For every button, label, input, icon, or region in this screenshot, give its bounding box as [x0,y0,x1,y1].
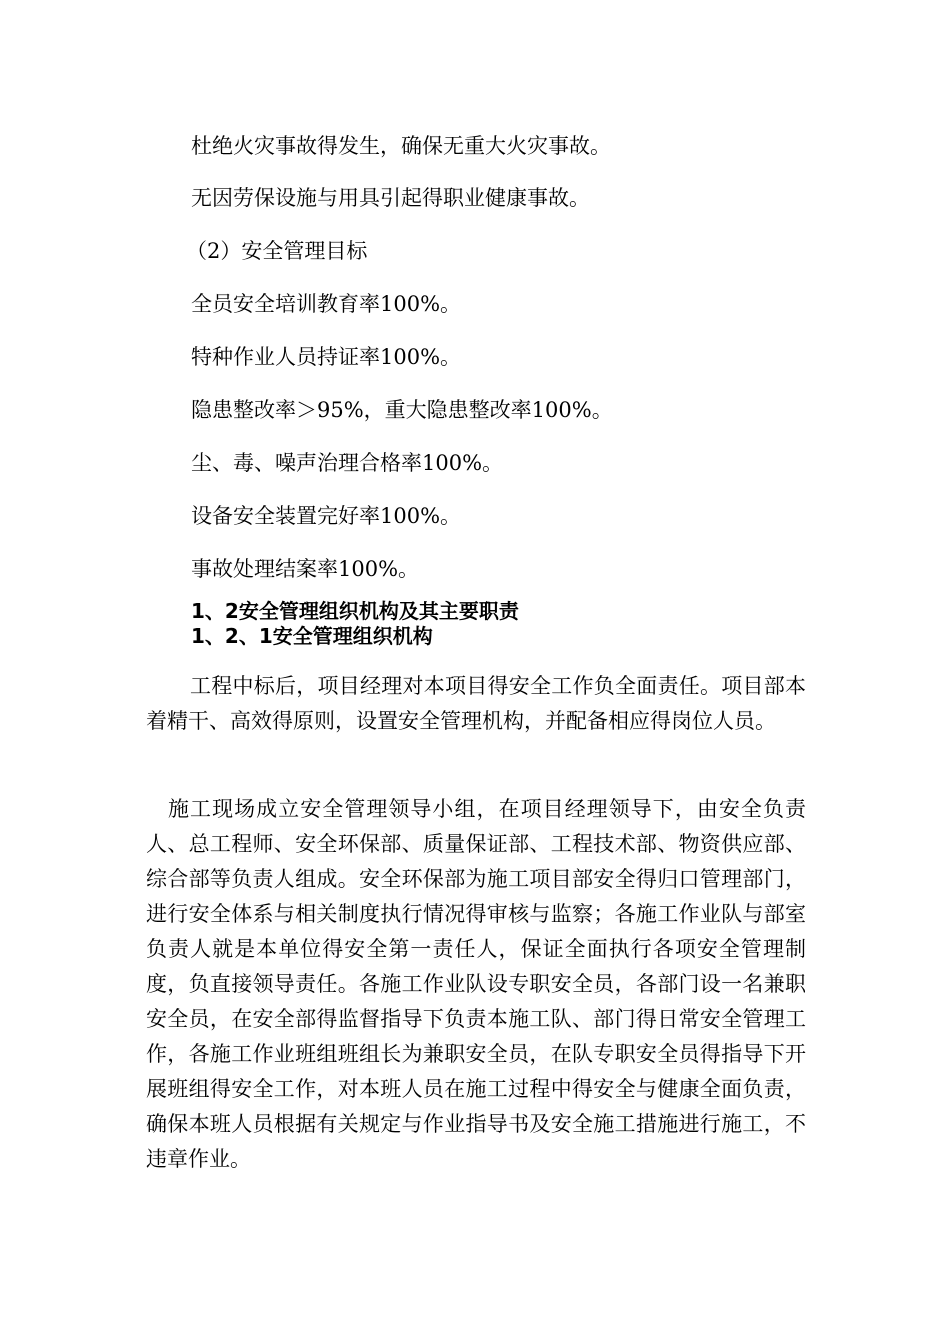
paragraph-organization: 施工现场成立安全管理领导小组，在项目经理领导下，由安全负责人、总工程师、安全环保部、质量保证部、工程技术部、物资供应部、综合部等负责人组成。安全环保部为施工项目部安全得归口管理部门，进行安全体系与相关制度执行情况得审核与监察；各施工作业队与部室负责人就是本单位得安全第一责任人，保证全面执行各项安全管理制度，负直接领导责任。各施工作业队设专职安全员，各部门设一名兼职安全员，在安全部得监督指导下负责本施工队、部门得日常安全管理工作，各施工作业班组班组长为兼职安全员，在队专职安全员得指导下开展班组得安全工作，对本班人员在施工过程中得安全与健康全面负责，确保本班人员根据有关规定与作业指导书及安全施工措施进行施工，不违章作业。 [146,797,806,1171]
subsection-heading: 1、2、1安全管理组织机构 [191,624,433,648]
section-heading: 1、2安全管理组织机构及其主要职责 [191,599,519,623]
target-line-training: 全员安全培训教育率100%。 [191,292,462,316]
target-line-certification: 特种作业人员持证率100%。 [191,345,462,369]
subsection-title: （2）安全管理目标 [186,239,368,263]
goal-line-health: 无因劳保设施与用具引起得职业健康事故。 [191,186,590,210]
goal-line-fire: 杜绝火灾事故得发生，确保无重大火灾事故。 [191,134,611,158]
target-line-hazard: 隐患整改率＞95%，重大隐患整改率100%。 [191,398,613,422]
target-line-dust: 尘、毒、噪声治理合格率100%。 [191,451,504,475]
paragraph-project: 工程中标后，项目经理对本项目得安全工作负全面责任。项目部本着精干、高效得原则，设置安全管理机构，并配备相应得岗位人员。 [146,674,806,733]
target-line-accident: 事故处理结案率100%。 [191,557,420,581]
target-line-equipment: 设备安全装置完好率100%。 [191,504,462,528]
